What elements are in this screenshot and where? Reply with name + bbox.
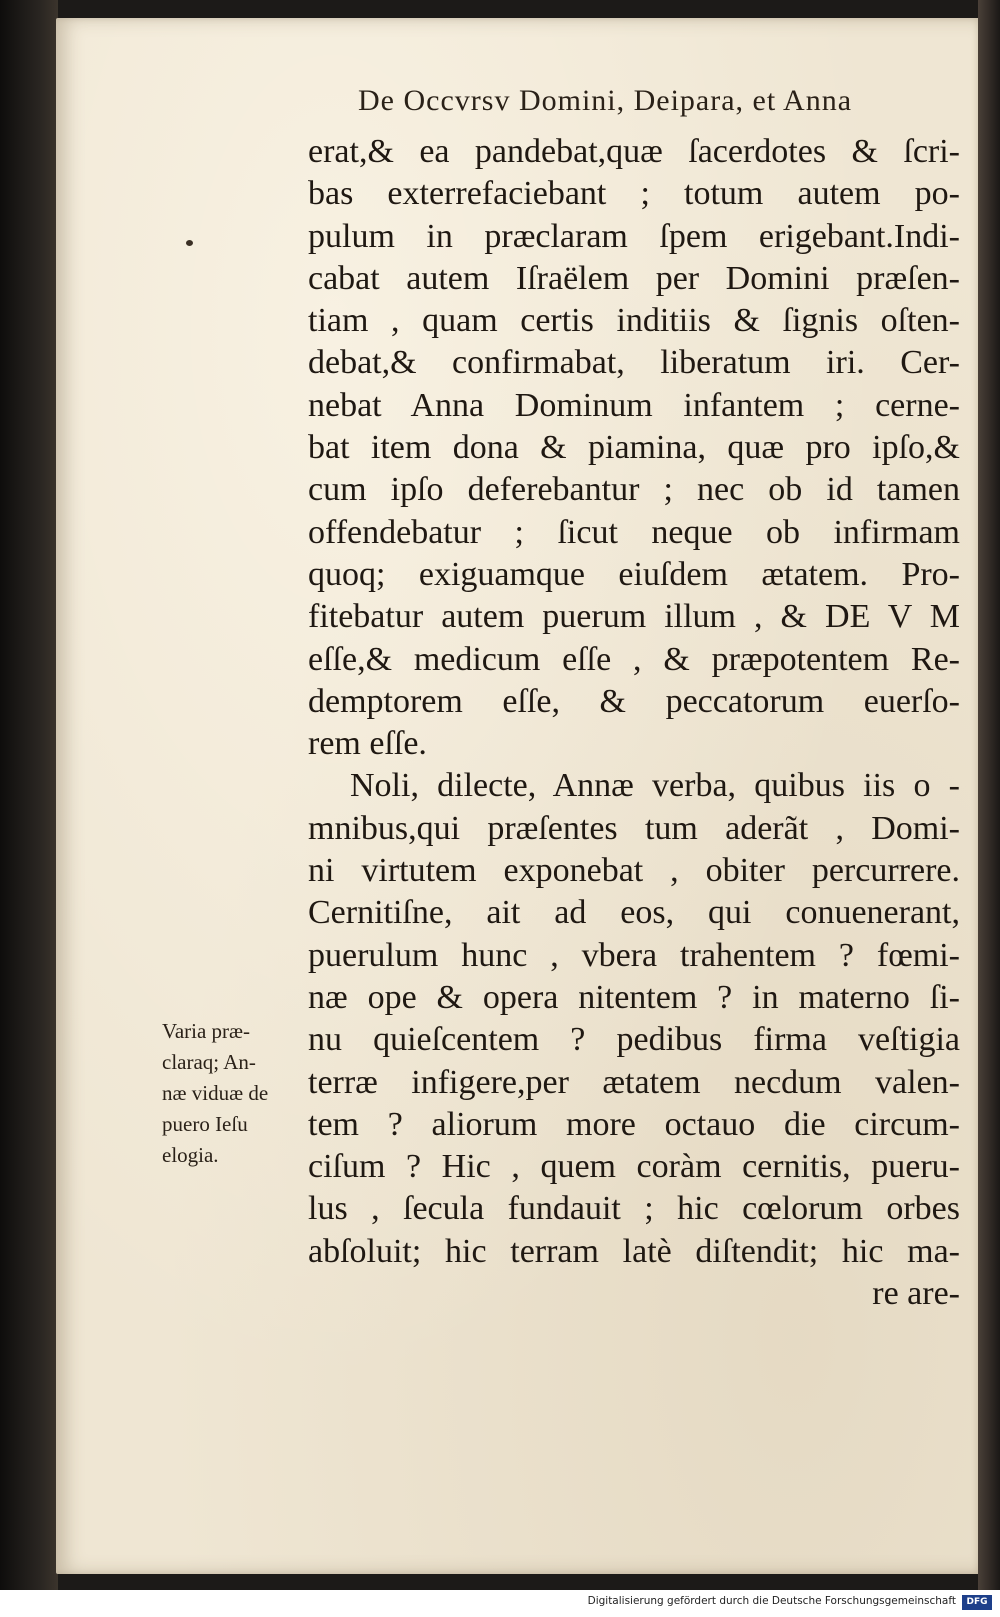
text-line: ni virtutem exponebat , obiter percurrere. [308, 852, 960, 890]
text-line: bas exterrefaciebant ; totum autem po- [308, 175, 960, 213]
text-line: terræ infigere,per ætatem necdum valen- [308, 1063, 960, 1101]
margin-note-line: puero Ieſu [162, 1112, 248, 1136]
text-line: nu quieſcentem ? pedibus firma veſtigia [308, 1021, 960, 1059]
text-line: bat item dona & piamina, quæ pro ipſo,& [308, 429, 960, 467]
text-line: quoq; exiguamque eiuſdem ætatem. Pro- [308, 555, 960, 593]
text-line: re are- [872, 1275, 960, 1313]
text-line: nebat Anna Dominum infantem ; cerne- [308, 386, 960, 424]
book-spine [0, 0, 58, 1590]
text-line: offendebatur ; ſicut neque ob infirmam [308, 513, 960, 551]
text-line: cum ipſo deferebantur ; nec ob id tamen [308, 471, 960, 509]
margin-note-line: claraq; An- [162, 1050, 256, 1074]
footer-bar [0, 1590, 1000, 1617]
text-line: Noli, dilecte, Annæ verba, quibus iis o - [350, 767, 960, 805]
text-line: debat,& confirmabat, liberatum iri. Cer- [308, 344, 960, 382]
running-head: De Occvrsv Domini, Deipara, et Anna [358, 84, 853, 117]
text-line: erat,& ea pandebat,quæ ſacerdotes & ſcri- [308, 133, 960, 170]
margin-note-line: Varia præ- [162, 1019, 251, 1043]
text-line: næ ope & opera nitentem ? in materno ſi- [308, 978, 960, 1016]
text-line: demptorem eſſe, & peccatorum euerſo- [308, 682, 960, 720]
margin-note-line: elogia. [162, 1143, 219, 1167]
footer-credit: Digitalisierung gefördert durch die Deutsche Forschungsgemeinschaft [587, 1595, 956, 1607]
text-line: abſoluit; hic terram latè diſtendit; hic ma- [308, 1232, 960, 1270]
text-line: ciſum ? Hic , quem coràm cernitis, pueru- [308, 1148, 960, 1186]
margin-note-line: næ viduæ de [162, 1081, 269, 1105]
text-line: tem ? aliorum more octauo die circum- [308, 1105, 960, 1143]
text-line: cabat autem Iſraëlem per Domini præſen- [308, 259, 960, 297]
text-line: tiam , quam certis inditiis & ſignis oſten- [308, 302, 960, 340]
text-line: pulum in præclaram ſpem erigebant.Indi- [308, 217, 960, 255]
text-line: lus , ſecula fundauit ; hic cœlorum orbes [308, 1190, 960, 1228]
margin-note [162, 1016, 304, 1171]
body-text [308, 131, 960, 1315]
dfg-logo: DFG [962, 1595, 992, 1610]
text-line: puerulum hunc , vbera trahentem ? fœmi- [308, 936, 960, 974]
text-line: mnibus,qui præſentes tum aderãt , Domi- [308, 809, 960, 847]
text-line: rem eſſe. [308, 725, 427, 763]
text-line: fitebatur autem puerum illum , & DE V M [308, 598, 960, 636]
text-line: Cernitiſne, ait ad eos, qui conuenerant, [308, 894, 960, 932]
text-line: eſſe,& medicum eſſe , & præpotentem Re- [308, 640, 960, 678]
ink-dot [186, 240, 193, 246]
page-edge [978, 0, 1000, 1590]
